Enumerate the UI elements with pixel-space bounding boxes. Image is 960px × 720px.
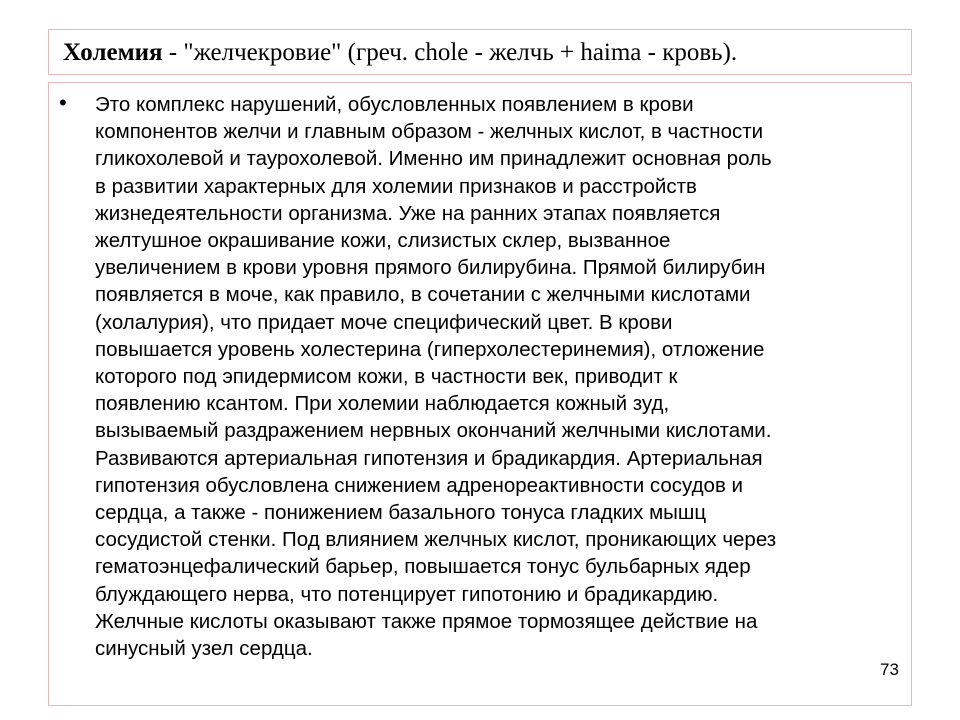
body-line: Развиваются артериальная гипотензия и брадикардия. Артериальная <box>95 446 763 470</box>
body-line: повышается уровень холестерина (гиперхолестеринемия), отложение <box>95 337 765 361</box>
body-line: появляется в моче, как правило, в сочетании с желчными кислотами <box>95 283 751 307</box>
body-line: блуждающего нерва, что потенцирует гипотонию и брадикардию. <box>95 582 719 606</box>
body-line: гликохолевой и таурохолевой. Именно им принадлежит основная роль <box>95 147 772 171</box>
body-line: (холалурия), что придает моче специфический цвет. В крови <box>95 310 673 334</box>
body-line: гипотензия обусловлена снижением адренореактивности сосудов и <box>95 473 743 497</box>
body-line: Это комплекс нарушений, обусловленных появлением в крови <box>95 93 694 116</box>
body-line: которого под эпидермисом кожи, в частности век, приводит к <box>95 365 678 389</box>
body-line: увеличением в крови уровня прямого билирубина. Прямой билирубин <box>95 256 766 280</box>
body-line: сердца, а также - понижением базального тонуса гладких мышц <box>95 501 707 525</box>
body-line: компонентов желчи и главным образом - желчных кислот, в частности <box>95 120 764 144</box>
body-line: гематоэнцефалический барьер, повышается тонус бульбарных ядер <box>95 555 751 579</box>
title-definition: - "желчекровие" (греч. chole - желчь + haima - кровь). <box>162 39 738 66</box>
title-term: Холемия <box>63 39 163 66</box>
slide-title <box>48 29 912 75</box>
body-line: вызываемый раздражением нервных окончаний желчными кислотами. <box>95 419 772 443</box>
body-paragraph <box>95 91 903 662</box>
bullet-marker: • <box>59 90 67 115</box>
body-line: сосудистой стенки. Под влиянием желчных кислот, проникающих через <box>95 528 777 552</box>
content-box <box>48 82 912 706</box>
body-line: в развитии характерных для холемии признаков и расстройств <box>95 174 697 198</box>
body-line: синусный узел сердца. <box>95 637 313 661</box>
body-line: желтушное окрашивание кожи, слизистых склер, вызванное <box>95 229 671 253</box>
body-line: жизнедеятельности организма. Уже на ранних этапах появляется <box>95 201 721 225</box>
body-line: появлению ксантом. При холемии наблюдается кожный зуд, <box>95 392 670 416</box>
body-line: Желчные кислоты оказывают также прямое тормозящее действие на <box>95 609 758 633</box>
page-number: 73 <box>880 660 899 679</box>
